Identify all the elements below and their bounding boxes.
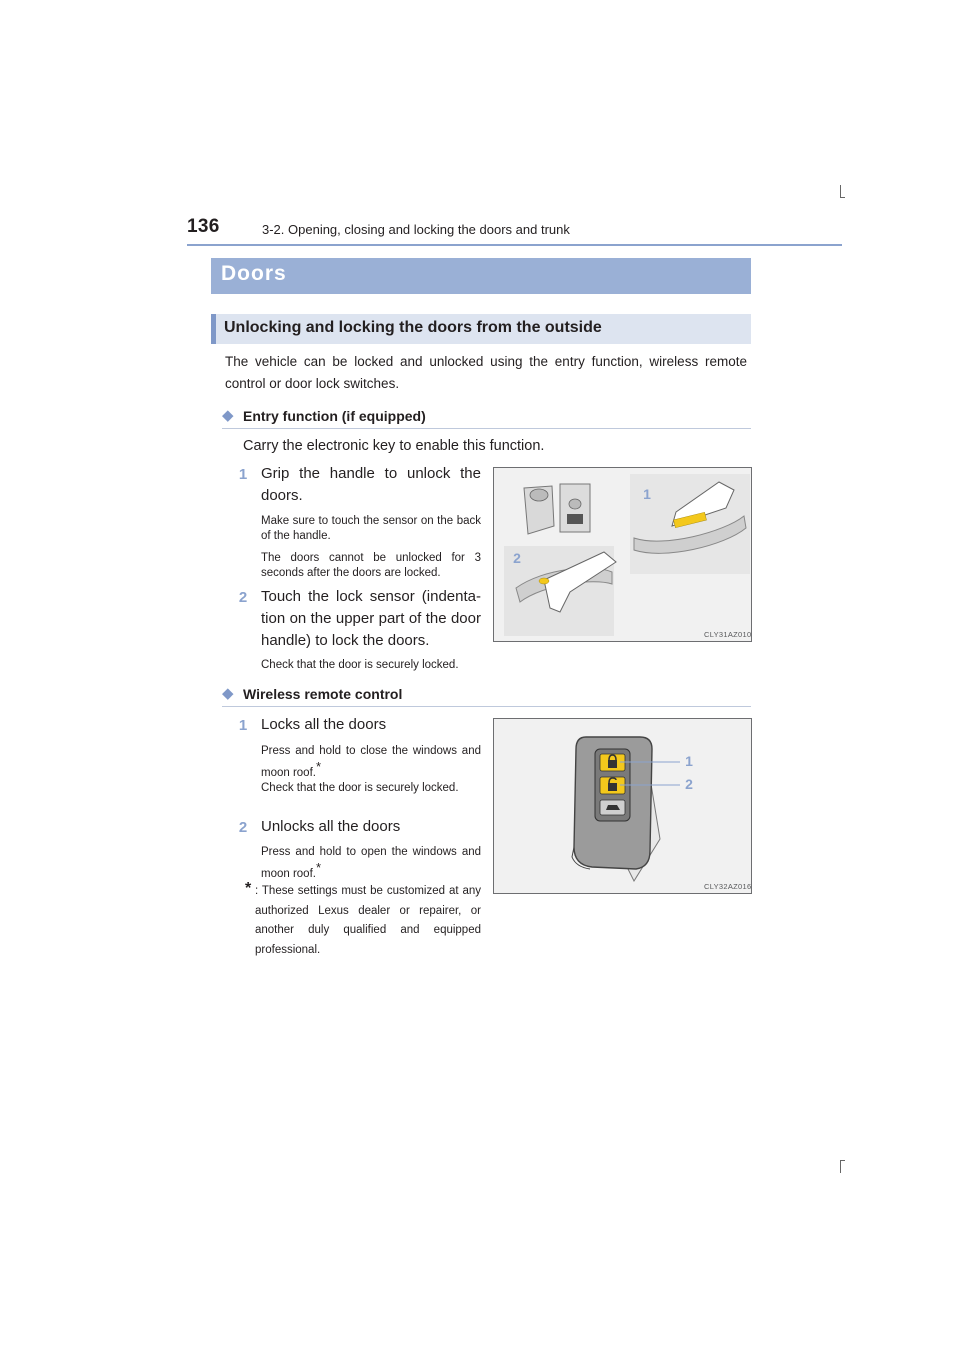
crop-mark-top-tick bbox=[840, 197, 845, 198]
diamond-bullet-icon: ◆ bbox=[222, 685, 234, 702]
wireless-step-1-note-1: Press and hold to close the windows and moon roof.* bbox=[261, 745, 481, 779]
subsection-title: Unlocking and locking the doors from the outside bbox=[224, 319, 602, 336]
entry-step-1-text: Grip the handle to unlock the doors. bbox=[261, 465, 481, 504]
wireless-callout-2: 2 bbox=[685, 776, 693, 792]
footnote-marker: * bbox=[245, 880, 252, 897]
crop-mark-bottom bbox=[840, 1160, 841, 1173]
wireless-step-2-text: Unlocks all the doors bbox=[261, 818, 401, 835]
illustration-callout-2: 2 bbox=[513, 550, 521, 566]
wireless-step-1-note-2: Check that the door is securely locked. bbox=[261, 782, 459, 794]
entry-step-2-note-1: Check that the door is securely locked. bbox=[261, 659, 459, 671]
wireless-remote-illustration bbox=[493, 718, 752, 894]
wireless-step-number-2: 2 bbox=[238, 819, 248, 836]
door-handle-drawing bbox=[494, 468, 751, 641]
page-number: 136 bbox=[187, 216, 220, 237]
wireless-remote-heading-label: Wireless remote control bbox=[243, 686, 403, 702]
key-fob-icon bbox=[572, 737, 660, 881]
illustration-callout-1: 1 bbox=[643, 486, 651, 502]
entry-step-1-note-2: The doors cannot be unlocked for 3 seconds after the doors are locked. bbox=[261, 552, 481, 579]
wireless-step-2-note-1: Press and hold to open the windows and moon roof.* bbox=[261, 846, 481, 880]
step-number-2: 2 bbox=[238, 589, 248, 606]
footnote-text: : These settings must be customized at any authorized Lexus dealer or repairer, or another duly qualified and equipped professional. bbox=[255, 885, 481, 956]
entry-function-heading bbox=[222, 404, 751, 429]
entry-function-illustration bbox=[493, 467, 752, 642]
entry-function-lead: Carry the electronic key to enable this function. bbox=[243, 438, 545, 454]
illustration-code: CLY31AZ010 bbox=[704, 630, 752, 639]
entry-function-heading-label: Entry function (if equipped) bbox=[243, 408, 426, 424]
diamond-bullet-icon: ◆ bbox=[222, 407, 234, 424]
wireless-callout-1: 1 bbox=[685, 753, 693, 769]
entry-step-1-note-1: Make sure to touch the sensor on the back of the handle. bbox=[261, 515, 481, 542]
section-banner bbox=[211, 258, 751, 294]
key-fob-drawing bbox=[494, 719, 751, 893]
section-title: Doors bbox=[221, 262, 287, 285]
wireless-remote-heading bbox=[222, 682, 751, 707]
wireless-step-number-1: 1 bbox=[238, 717, 248, 734]
entry-step-2-text: Touch the lock sensor (indenta-tion on the upper part of the door handle) to lock the doors. bbox=[261, 588, 481, 649]
header-rule bbox=[187, 244, 842, 246]
subsection-banner bbox=[211, 314, 751, 344]
intro-paragraph: The vehicle can be locked and unlocked using the entry function, wireless remote control or door lock switches. bbox=[225, 354, 747, 391]
chapter-title: 3-2. Opening, closing and locking the doors and trunk bbox=[262, 222, 570, 237]
wireless-step-1-text: Locks all the doors bbox=[261, 716, 387, 733]
crop-mark-bottom-tick bbox=[840, 1160, 845, 1161]
wireless-illustration-code: CLY32AZ016 bbox=[704, 882, 752, 891]
subsection-bar bbox=[211, 314, 216, 344]
step-number-1: 1 bbox=[238, 466, 248, 483]
